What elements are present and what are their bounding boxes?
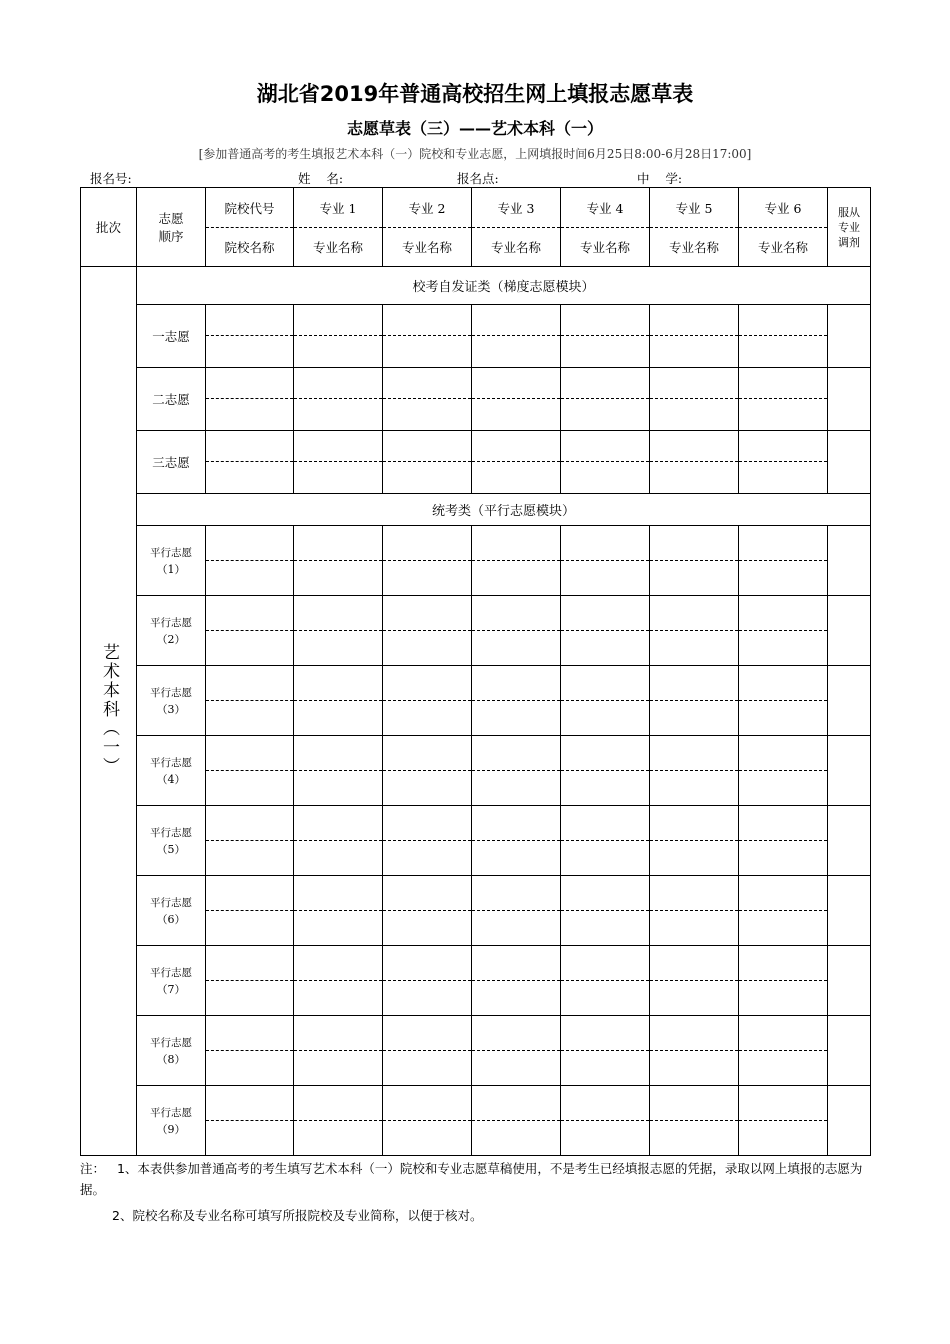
- major-3-code-cell[interactable]: [472, 596, 561, 631]
- parallel-choice-row: [81, 946, 871, 981]
- adjust-header: [828, 188, 871, 267]
- major-3-code-cell[interactable]: [472, 1016, 561, 1051]
- major-4-name-cell[interactable]: [561, 771, 650, 806]
- school-code-cell[interactable]: [206, 431, 294, 462]
- adjust-cell[interactable]: [828, 876, 871, 946]
- major-4-name-cell[interactable]: [561, 1121, 650, 1156]
- parallel-choice-row: [81, 876, 871, 911]
- parallel-choice-label: 平行志愿: [150, 967, 192, 979]
- major-6-name-cell[interactable]: [739, 771, 828, 806]
- gradient-choice-row: [81, 305, 871, 336]
- school-code-cell[interactable]: [206, 736, 294, 771]
- parallel-choice-row: [81, 666, 871, 701]
- choice-label-cell: [137, 876, 206, 946]
- major-5-name-cell[interactable]: [650, 399, 739, 431]
- adjust-cell[interactable]: [828, 526, 871, 596]
- major-2-code-cell[interactable]: [383, 368, 472, 399]
- choice-label-cell: [137, 1086, 206, 1156]
- gradient-choice-row: [81, 368, 871, 399]
- choice-label-cell: [137, 431, 206, 494]
- adjust-header-line1: 服从: [838, 205, 860, 219]
- major-6-code-cell[interactable]: [739, 1086, 828, 1121]
- major-4-code-cell[interactable]: [561, 368, 650, 399]
- school-name-cell[interactable]: [206, 399, 294, 431]
- major-6-name-cell[interactable]: [739, 399, 828, 431]
- major-1-name-cell[interactable]: [294, 911, 383, 946]
- note-1-text: 1、本表供参加普通高考的考生填写艺术本科（一）院校和专业志愿草稿使用，不是考生已经填报志愿的凭据，录取以网上填报的志愿为据。: [80, 1161, 863, 1197]
- major-1-code-cell[interactable]: [294, 946, 383, 981]
- major-5-code-cell[interactable]: [650, 305, 739, 336]
- major-name-header: 专业名称: [739, 228, 828, 267]
- major-5-code-cell[interactable]: [650, 1086, 739, 1121]
- major-3-name-cell[interactable]: [472, 771, 561, 806]
- name-label: 姓 名:: [298, 171, 344, 186]
- adjust-cell[interactable]: [828, 806, 871, 876]
- school-code-cell[interactable]: [206, 876, 294, 911]
- major-5-name-cell[interactable]: [650, 561, 739, 596]
- major-6-code-cell[interactable]: [739, 368, 828, 399]
- parallel-choice-label: 平行志愿: [150, 687, 192, 699]
- major-3-name-cell[interactable]: [472, 561, 561, 596]
- major-3-header: 专业 3: [472, 188, 561, 228]
- choice-label-cell: [137, 736, 206, 806]
- parallel-choice-number: （6）: [156, 913, 186, 926]
- section2-title: 统考类（平行志愿模块）: [137, 494, 871, 526]
- major-5-code-cell[interactable]: [650, 876, 739, 911]
- major-1-name-cell[interactable]: [294, 336, 383, 368]
- major-4-name-cell[interactable]: [561, 841, 650, 876]
- adjust-header-line2: 专业: [838, 220, 860, 234]
- major-2-code-cell[interactable]: [383, 526, 472, 561]
- section2-title-row: [81, 494, 871, 526]
- major-1-name-cell[interactable]: [294, 771, 383, 806]
- major-3-code-cell[interactable]: [472, 368, 561, 399]
- major-4-header: 专业 4: [561, 188, 650, 228]
- major-1-code-cell[interactable]: [294, 736, 383, 771]
- school-code-cell[interactable]: [206, 596, 294, 631]
- adjust-cell[interactable]: [828, 431, 871, 494]
- major-4-name-cell[interactable]: [561, 631, 650, 666]
- major-3-code-cell[interactable]: [472, 666, 561, 701]
- order-header-line2: 顺序: [158, 229, 184, 244]
- major-2-name-cell[interactable]: [383, 561, 472, 596]
- major-name-header: 专业名称: [561, 228, 650, 267]
- parallel-choice-number: （5）: [156, 843, 186, 856]
- major-3-name-cell[interactable]: [472, 399, 561, 431]
- major-2-code-cell[interactable]: [383, 876, 472, 911]
- school-name-cell[interactable]: [206, 631, 294, 666]
- major-3-code-cell[interactable]: [472, 305, 561, 336]
- major-6-code-cell[interactable]: [739, 305, 828, 336]
- major-3-name-cell[interactable]: [472, 701, 561, 736]
- major-1-name-cell[interactable]: [294, 631, 383, 666]
- school-name-cell[interactable]: [206, 1121, 294, 1156]
- parallel-choice-row: [81, 596, 871, 631]
- major-name-header: 专业名称: [383, 228, 472, 267]
- major-5-name-cell[interactable]: [650, 462, 739, 494]
- major-4-code-cell[interactable]: [561, 876, 650, 911]
- school-code-cell[interactable]: [206, 368, 294, 399]
- parallel-choice-row: [81, 1016, 871, 1051]
- major-6-code-cell[interactable]: [739, 1016, 828, 1051]
- parallel-choice-number: （7）: [156, 983, 186, 996]
- choice-label: 二志愿: [152, 392, 190, 407]
- major-1-code-cell[interactable]: [294, 666, 383, 701]
- parallel-choice-label: 平行志愿: [150, 1107, 192, 1119]
- major-2-name-cell[interactable]: [383, 336, 472, 368]
- major-6-code-cell[interactable]: [739, 736, 828, 771]
- major-5-code-cell[interactable]: [650, 1016, 739, 1051]
- major-3-name-cell[interactable]: [472, 462, 561, 494]
- major-5-name-cell[interactable]: [650, 771, 739, 806]
- major-6-header: 专业 6: [739, 188, 828, 228]
- major-1-code-cell[interactable]: [294, 1016, 383, 1051]
- major-1-name-cell[interactable]: [294, 1051, 383, 1086]
- major-1-code-cell[interactable]: [294, 526, 383, 561]
- major-5-code-cell[interactable]: [650, 526, 739, 561]
- major-2-code-cell[interactable]: [383, 806, 472, 841]
- major-4-code-cell[interactable]: [561, 431, 650, 462]
- major-5-code-cell[interactable]: [650, 368, 739, 399]
- major-5-code-cell[interactable]: [650, 946, 739, 981]
- school-code-cell[interactable]: [206, 806, 294, 841]
- adjust-cell[interactable]: [828, 368, 871, 431]
- order-header: [137, 188, 206, 267]
- major-5-code-cell[interactable]: [650, 736, 739, 771]
- major-2-code-cell[interactable]: [383, 431, 472, 462]
- major-1-name-cell[interactable]: [294, 701, 383, 736]
- major-3-code-cell[interactable]: [472, 946, 561, 981]
- major-2-name-cell[interactable]: [383, 1121, 472, 1156]
- major-3-code-cell[interactable]: [472, 526, 561, 561]
- adjust-cell[interactable]: [828, 305, 871, 368]
- major-2-name-cell[interactable]: [383, 1051, 472, 1086]
- major-6-code-cell[interactable]: [739, 526, 828, 561]
- major-1-code-cell[interactable]: [294, 876, 383, 911]
- note-2: 2、院校名称及专业名称可填写所报院校及专业简称，以便于核对。: [112, 1208, 483, 1223]
- major-3-code-cell[interactable]: [472, 1086, 561, 1121]
- choice-label-cell: [137, 806, 206, 876]
- major-2-code-cell[interactable]: [383, 736, 472, 771]
- major-4-name-cell[interactable]: [561, 701, 650, 736]
- batch-label: 艺术本科（一）: [99, 643, 119, 776]
- major-1-name-cell[interactable]: [294, 462, 383, 494]
- major-name-header: 专业名称: [472, 228, 561, 267]
- adjust-cell[interactable]: [828, 1016, 871, 1086]
- major-6-code-cell[interactable]: [739, 946, 828, 981]
- major-5-header: 专业 5: [650, 188, 739, 228]
- major-1-code-cell[interactable]: [294, 596, 383, 631]
- major-2-code-cell[interactable]: [383, 596, 472, 631]
- school-name-cell[interactable]: [206, 336, 294, 368]
- choice-label-cell: [137, 946, 206, 1016]
- major-2-name-cell[interactable]: [383, 911, 472, 946]
- school-code-cell[interactable]: [206, 946, 294, 981]
- major-3-name-cell[interactable]: [472, 1121, 561, 1156]
- major-5-name-cell[interactable]: [650, 981, 739, 1016]
- school-name-cell[interactable]: [206, 462, 294, 494]
- school-name-cell[interactable]: [206, 841, 294, 876]
- batch-header: 批次: [81, 188, 137, 267]
- major-1-name-cell[interactable]: [294, 841, 383, 876]
- major-name-header: 专业名称: [650, 228, 739, 267]
- parallel-choice-label: 平行志愿: [150, 757, 192, 769]
- parallel-choice-number: （3）: [156, 703, 186, 716]
- major-2-header: 专业 2: [383, 188, 472, 228]
- major-4-name-cell[interactable]: [561, 981, 650, 1016]
- note-1: [80, 1158, 872, 1200]
- major-1-name-cell[interactable]: [294, 561, 383, 596]
- major-4-code-cell[interactable]: [561, 946, 650, 981]
- major-3-code-cell[interactable]: [472, 876, 561, 911]
- school-name-cell[interactable]: [206, 981, 294, 1016]
- major-5-name-cell[interactable]: [650, 1121, 739, 1156]
- order-header-line1: 志愿: [158, 211, 184, 226]
- major-4-code-cell[interactable]: [561, 736, 650, 771]
- instruction-text: [参加普通高考的考生填报艺术本科（一）院校和专业志愿，上网填报时间6月25日8:00-6月28日17:00]: [198, 147, 752, 161]
- choice-label-cell: [137, 596, 206, 666]
- reg-no-label: 报名号:: [90, 171, 132, 186]
- choice-label: 三志愿: [152, 455, 190, 470]
- major-4-name-cell[interactable]: [561, 911, 650, 946]
- major-3-name-cell[interactable]: [472, 841, 561, 876]
- major-5-name-cell[interactable]: [650, 1051, 739, 1086]
- section1-title: 校考自发证类（梯度志愿模块）: [137, 267, 871, 305]
- major-5-name-cell[interactable]: [650, 841, 739, 876]
- major-4-code-cell[interactable]: [561, 666, 650, 701]
- major-2-code-cell[interactable]: [383, 946, 472, 981]
- school-code-cell[interactable]: [206, 1016, 294, 1051]
- major-2-code-cell[interactable]: [383, 305, 472, 336]
- major-3-code-cell[interactable]: [472, 431, 561, 462]
- parallel-choice-number: （2）: [156, 633, 186, 646]
- major-6-name-cell[interactable]: [739, 981, 828, 1016]
- major-3-name-cell[interactable]: [472, 981, 561, 1016]
- major-4-code-cell[interactable]: [561, 806, 650, 841]
- parallel-choice-number: （4）: [156, 773, 186, 786]
- major-6-name-cell[interactable]: [739, 1121, 828, 1156]
- major-6-name-cell[interactable]: [739, 561, 828, 596]
- parallel-choice-row: [81, 1086, 871, 1121]
- section1-title-row: [81, 267, 871, 305]
- adjust-header-line3: 调剂: [838, 235, 860, 249]
- note-prefix: 注：: [80, 1161, 106, 1176]
- major-6-name-cell[interactable]: [739, 462, 828, 494]
- major-2-name-cell[interactable]: [383, 701, 472, 736]
- major-1-code-cell[interactable]: [294, 431, 383, 462]
- major-1-code-cell[interactable]: [294, 305, 383, 336]
- parallel-choice-row: [81, 736, 871, 771]
- school-name-cell[interactable]: [206, 701, 294, 736]
- major-1-name-cell[interactable]: [294, 1121, 383, 1156]
- choice-label-cell: [137, 526, 206, 596]
- major-6-name-cell[interactable]: [739, 1051, 828, 1086]
- major-6-name-cell[interactable]: [739, 701, 828, 736]
- major-5-code-cell[interactable]: [650, 431, 739, 462]
- school-code-cell[interactable]: [206, 666, 294, 701]
- school-name-cell[interactable]: [206, 1051, 294, 1086]
- major-4-name-cell[interactable]: [561, 561, 650, 596]
- adjust-cell[interactable]: [828, 736, 871, 806]
- major-4-name-cell[interactable]: [561, 336, 650, 368]
- header-row-top: [81, 188, 871, 228]
- major-6-code-cell[interactable]: [739, 806, 828, 841]
- major-5-name-cell[interactable]: [650, 631, 739, 666]
- choice-label: 一志愿: [152, 329, 190, 344]
- major-6-name-cell[interactable]: [739, 336, 828, 368]
- parallel-choice-label: 平行志愿: [150, 827, 192, 839]
- major-4-name-cell[interactable]: [561, 462, 650, 494]
- major-4-code-cell[interactable]: [561, 526, 650, 561]
- major-2-name-cell[interactable]: [383, 462, 472, 494]
- major-2-name-cell[interactable]: [383, 841, 472, 876]
- major-3-name-cell[interactable]: [472, 631, 561, 666]
- major-1-header: 专业 1: [294, 188, 383, 228]
- parallel-choice-number: （8）: [156, 1053, 186, 1066]
- school-code-header: 院校代号: [206, 188, 294, 228]
- parallel-choice-label: 平行志愿: [150, 897, 192, 909]
- major-1-name-cell[interactable]: [294, 981, 383, 1016]
- major-6-code-cell[interactable]: [739, 596, 828, 631]
- parallel-choice-label: 平行志愿: [150, 547, 192, 559]
- page-subtitle: 志愿草表（三）——艺术本科（一）: [346, 119, 603, 138]
- major-2-name-cell[interactable]: [383, 399, 472, 431]
- major-6-code-cell[interactable]: [739, 431, 828, 462]
- adjust-cell[interactable]: [828, 1086, 871, 1156]
- major-5-code-cell[interactable]: [650, 596, 739, 631]
- major-3-name-cell[interactable]: [472, 336, 561, 368]
- parallel-choice-number: （1）: [156, 563, 186, 576]
- major-4-code-cell[interactable]: [561, 305, 650, 336]
- choice-label-cell: [137, 305, 206, 368]
- major-4-name-cell[interactable]: [561, 399, 650, 431]
- major-3-code-cell[interactable]: [472, 806, 561, 841]
- major-2-name-cell[interactable]: [383, 631, 472, 666]
- parallel-choice-label: 平行志愿: [150, 1037, 192, 1049]
- school-name-cell[interactable]: [206, 911, 294, 946]
- major-2-name-cell[interactable]: [383, 771, 472, 806]
- major-1-code-cell[interactable]: [294, 806, 383, 841]
- major-6-code-cell[interactable]: [739, 876, 828, 911]
- choice-label-cell: [137, 1016, 206, 1086]
- major-3-code-cell[interactable]: [472, 736, 561, 771]
- major-5-code-cell[interactable]: [650, 666, 739, 701]
- major-4-name-cell[interactable]: [561, 1051, 650, 1086]
- major-4-code-cell[interactable]: [561, 1016, 650, 1051]
- major-5-name-cell[interactable]: [650, 911, 739, 946]
- major-5-name-cell[interactable]: [650, 701, 739, 736]
- major-1-code-cell[interactable]: [294, 368, 383, 399]
- major-6-name-cell[interactable]: [739, 911, 828, 946]
- major-2-code-cell[interactable]: [383, 1016, 472, 1051]
- major-6-name-cell[interactable]: [739, 841, 828, 876]
- adjust-cell[interactable]: [828, 596, 871, 666]
- major-2-code-cell[interactable]: [383, 1086, 472, 1121]
- school-name-cell[interactable]: [206, 561, 294, 596]
- major-2-code-cell[interactable]: [383, 666, 472, 701]
- major-4-code-cell[interactable]: [561, 596, 650, 631]
- school-code-cell[interactable]: [206, 1086, 294, 1121]
- choice-label-cell: [137, 368, 206, 431]
- parallel-choice-row: [81, 806, 871, 841]
- school-name-cell[interactable]: [206, 771, 294, 806]
- parallel-choice-number: （9）: [156, 1123, 186, 1136]
- page-title: 湖北省2019年普通高校招生网上填报志愿草表: [256, 82, 694, 106]
- major-2-name-cell[interactable]: [383, 981, 472, 1016]
- major-4-code-cell[interactable]: [561, 1086, 650, 1121]
- reg-site-label: 报名点:: [457, 171, 499, 186]
- parallel-choice-row: [81, 526, 871, 561]
- major-1-name-cell[interactable]: [294, 399, 383, 431]
- major-5-code-cell[interactable]: [650, 806, 739, 841]
- gradient-choice-row: [81, 431, 871, 462]
- major-6-code-cell[interactable]: [739, 666, 828, 701]
- major-5-name-cell[interactable]: [650, 336, 739, 368]
- adjust-cell[interactable]: [828, 946, 871, 1016]
- major-3-name-cell[interactable]: [472, 1051, 561, 1086]
- batch-cell: [81, 267, 137, 1156]
- major-3-name-cell[interactable]: [472, 911, 561, 946]
- school-code-cell[interactable]: [206, 305, 294, 336]
- application-form-table: [80, 187, 871, 1156]
- school-code-cell[interactable]: [206, 526, 294, 561]
- parallel-choice-label: 平行志愿: [150, 617, 192, 629]
- major-6-name-cell[interactable]: [739, 631, 828, 666]
- school-name-header: 院校名称: [206, 228, 294, 267]
- choice-label-cell: [137, 666, 206, 736]
- major-1-code-cell[interactable]: [294, 1086, 383, 1121]
- adjust-cell[interactable]: [828, 666, 871, 736]
- school-label: 中 学:: [637, 171, 683, 186]
- major-name-header: 专业名称: [294, 228, 383, 267]
